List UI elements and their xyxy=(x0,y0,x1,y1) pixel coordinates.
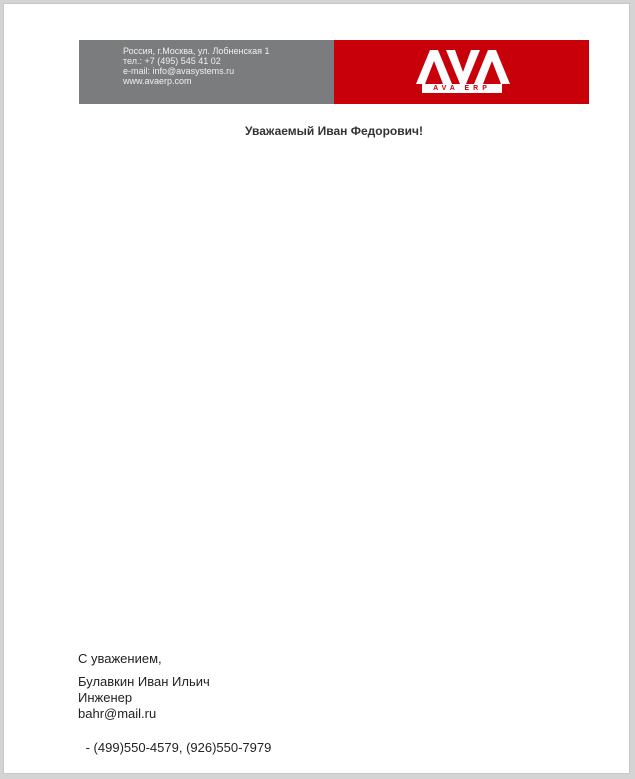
company-address: Россия, г.Москва, ул. Лобненская 1 xyxy=(123,46,270,56)
company-email: e-mail: info@avasystems.ru xyxy=(123,66,235,76)
letterhead-header xyxy=(79,40,589,104)
company-logo xyxy=(334,40,589,104)
letterhead-page xyxy=(3,3,630,774)
signer-phones: - (499)550-4579, (926)550-7979 xyxy=(82,740,272,755)
letter-closing: С уважением, xyxy=(78,651,162,666)
letter-greeting: Уважаемый Иван Федорович! xyxy=(245,124,423,138)
company-website: www.avaerp.com xyxy=(123,76,192,86)
signer-title: Инженер xyxy=(78,690,133,705)
company-phone: тел.: +7 (495) 545 41 02 xyxy=(123,56,221,66)
company-contact-block xyxy=(79,40,334,104)
logo-subtext: AVA ERP xyxy=(422,84,502,93)
signer-name: Булавкин Иван Ильич xyxy=(78,674,210,689)
signature-block xyxy=(78,674,210,722)
signer-email: bahr@mail.ru xyxy=(78,706,157,721)
ava-logo-icon xyxy=(416,48,511,84)
